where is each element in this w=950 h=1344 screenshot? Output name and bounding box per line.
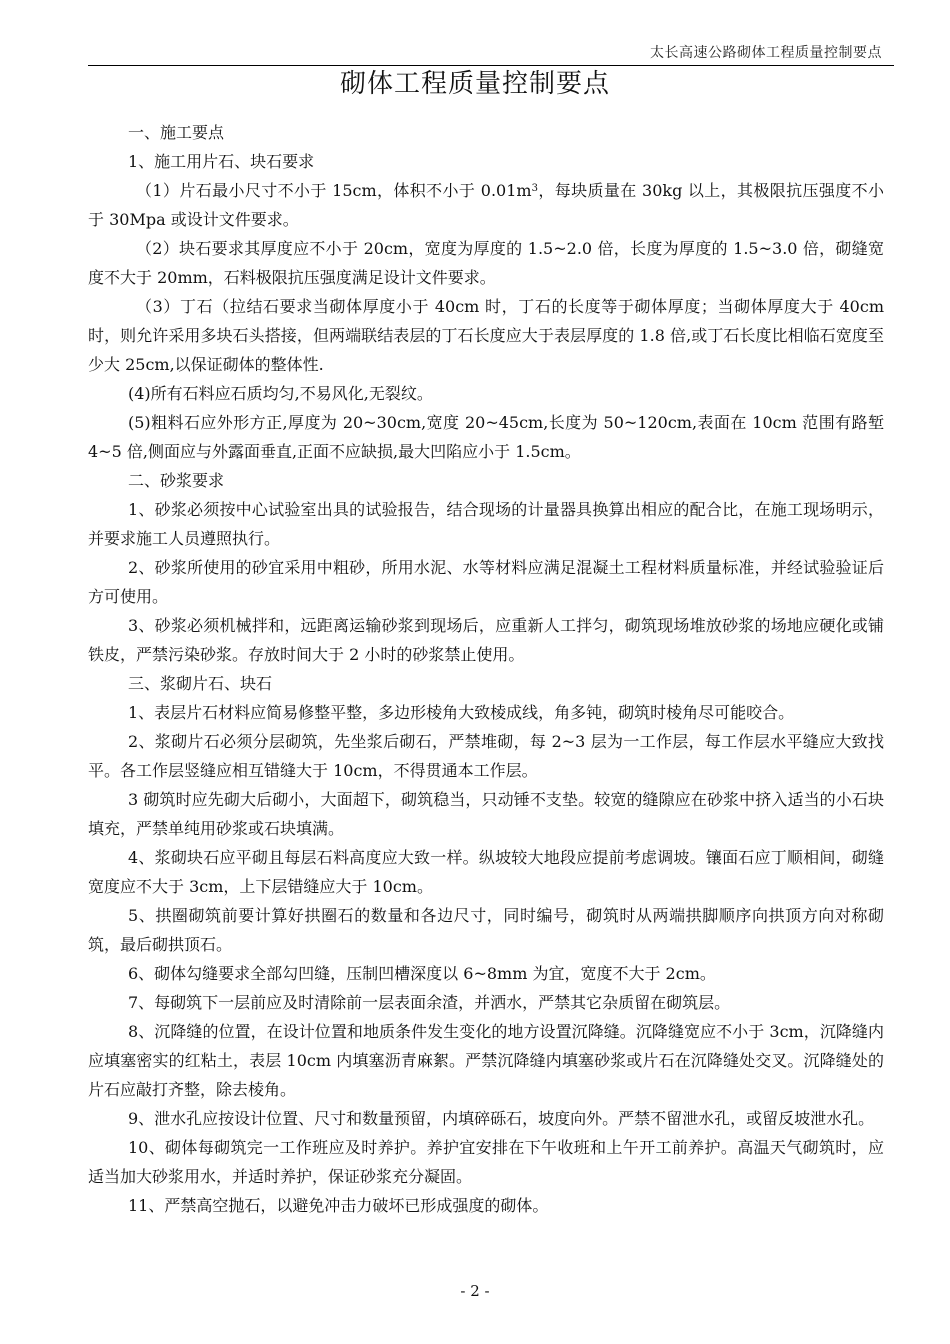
running-header: 太长高速公路砌体工程质量控制要点 [650, 45, 882, 61]
paragraph: （2）块石要求其厚度应不小于 20cm，宽度为厚度的 1.5~2.0 倍，长度为厚度的 1.5~3.0 倍，砌缝宽度不大于 20mm，石料极限抗压强度满足设计文件要求。 [88, 239, 884, 287]
paragraph: (4)所有石料应石质均匀,不易风化,无裂纹。 [128, 384, 433, 403]
section-heading: 一、施工要点 [128, 123, 225, 142]
paragraph-text: ，每块质量在 30kg 以上，其极限抗压强度不小于 30Mpa 或设计文件要求。 [88, 181, 884, 229]
page-title: 砌体工程质量控制要点 [339, 69, 610, 99]
document-body [88, 118, 884, 1220]
paragraph: 4、浆砌块石应平砌且每层石料高度应大致一样。纵坡较大地段应提前考虑调坡。镶面石应丁顺相间，砌缝宽度应不大于 3cm，上下层错缝应大于 10cm。 [88, 848, 884, 896]
subsection-heading: 1、施工用片石、块石要求 [128, 152, 315, 171]
paragraph: 3、砂浆必须机械拌和，远距离运输砂浆到现场后，应重新人工拌匀，砌筑现场堆放砂浆的场地应硬化或铺铁皮，严禁污染砂浆。存放时间大于 2 小时的砂浆禁止使用。 [88, 616, 884, 664]
page-number: - 2 - [460, 1282, 490, 1300]
paragraph: 10、砌体每砌筑完一工作班应及时养护。养护宜安排在下午收班和上午开工前养护。高温天气砌筑时，应适当加大砂浆用水，并适时养护，保证砂浆充分凝固。 [88, 1138, 884, 1186]
section-heading: 三、浆砌片石、块石 [128, 674, 273, 693]
paragraph: 8、沉降缝的位置，在设计位置和地质条件发生变化的地方设置沉降缝。沉降缝宽应不小于 3cm，沉降缝内应填塞密实的红粘土，表层 10cm 内填塞沥青麻絮。严禁沉降缝内填塞砂浆或片石在沉降缝处交叉。沉降缝处的片石应敲打齐整，除去棱角。 [88, 1022, 884, 1099]
paragraph: (5)粗料石应外形方正,厚度为 20~30cm,宽度 20~45cm,长度为 50~120cm,表面在 10cm 范围有路堑 4~5 倍,侧面应与外露面垂直,正面不应缺损,最大凹陷应小于 1.5cm。 [88, 413, 884, 461]
paragraph: 7、每砌筑下一层前应及时清除前一层表面余渣，并洒水，严禁其它杂质留在砌筑层。 [128, 993, 731, 1012]
paragraph-text: （1）片石最小尺寸不小于 15cm，体积不小于 0.01m [136, 181, 532, 200]
paragraph: 2、砂浆所使用的砂宜采用中粗砂，所用水泥、水等材料应满足混凝土工程材料质量标准，并经试验验证后方可使用。 [88, 558, 884, 606]
paragraph: 9、泄水孔应按设计位置、尺寸和数量预留，内填碎砾石，坡度向外。严禁不留泄水孔，或留反坡泄水孔。 [128, 1109, 875, 1128]
paragraph: 1、表层片石材料应简易修整平整，多边形棱角大致棱成线，角多钝，砌筑时棱角尽可能咬合。 [128, 703, 795, 722]
paragraph: （3）丁石（拉结石要求当砌体厚度小于 40cm 时，丁石的长度等于砌体厚度；当砌体厚度大于 40cm 时，则允许采用多块石头搭接，但两端联结表层的丁石长度应大于表层厚度的 1.8 倍,或丁石长度比相临石宽度至少大 25cm,以保证砌体的整体性. [88, 297, 884, 374]
paragraph: 1、砂浆必须按中心试验室出具的试验报告，结合现场的计量器具换算出相应的配合比，在施工现场明示，并要求施工人员遵照执行。 [88, 500, 884, 548]
paragraph: 2、浆砌片石必须分层砌筑，先坐浆后砌石，严禁堆砌，每 2~3 层为一工作层，每工作层水平缝应大致找平。各工作层竖缝应相互错缝大于 10cm，不得贯通本工作层。 [88, 732, 884, 780]
paragraph: 11、严禁高空抛石，以避免冲击力破坏已形成强度的砌体。 [128, 1196, 549, 1215]
paragraph: 6、砌体勾缝要求全部勾凹缝，压制凹槽深度以 6~8mm 为宜，宽度不大于 2cm。 [128, 964, 716, 983]
paragraph: 5、拱圈砌筑前要计算好拱圈石的数量和各边尺寸，同时编号，砌筑时从两端拱脚顺序向拱顶方向对称砌筑，最后砌拱顶石。 [88, 906, 884, 954]
paragraph [88, 176, 884, 234]
paragraph: 3 砌筑时应先砌大后砌小，大面超下，砌筑稳当，只动锤不支垫。较宽的缝隙应在砂浆中挤入适当的小石块填充，严禁单纯用砂浆或石块填满。 [88, 790, 884, 838]
superscript: 3 [531, 183, 538, 194]
section-heading: 二、砂浆要求 [128, 471, 225, 490]
